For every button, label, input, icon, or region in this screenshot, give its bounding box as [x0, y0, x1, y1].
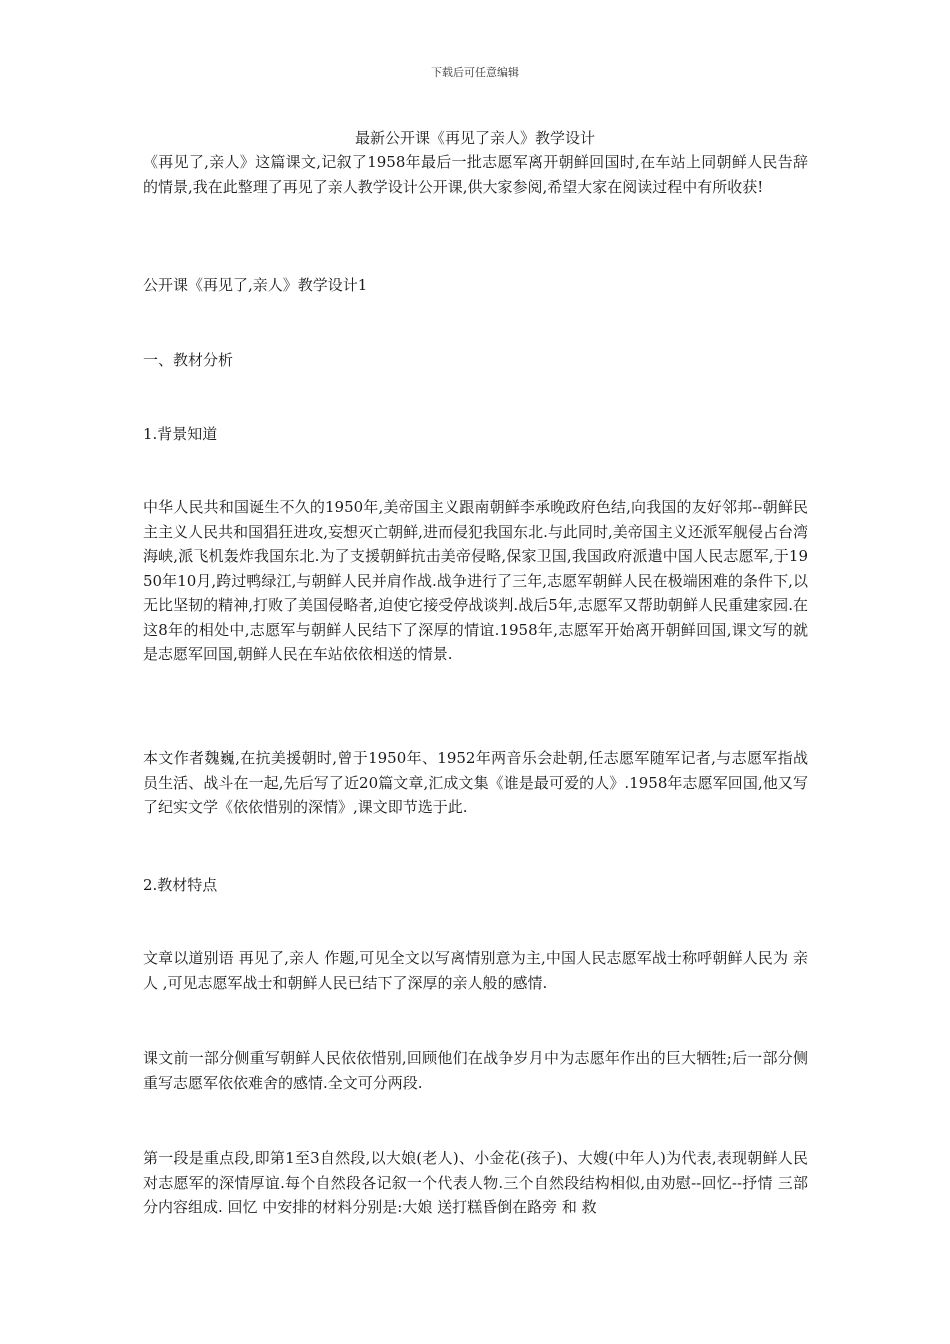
- paragraph-background: 中华人民共和国诞生不久的1950年,美帝国主义跟南朝鲜李承晚政府色结,向我国的友好邻邦--朝鲜民主主义人民共和国猖狂进攻,妄想灭亡朝鲜,进而侵犯我国东北.与此同时,美帝国主义还派军舰侵占台湾海峡,派飞机轰炸我国东北.为了支援朝鲜抗击美帝侵略,保家卫国,我国政府派遣中国人民志愿军,于1950年10月,跨过鸭绿江,与朝鲜人民并肩作战.战争进行了三年,志愿军朝鲜人民在极端困难的条件下,以无比坚韧的精神,打败了美国侵略者,迫使它接受停战谈判.战后5年,志愿军又帮助朝鲜人民重建家园.在这8年的相处中,志愿军与朝鲜人民结下了深厚的情谊.1958年,志愿军开始离开朝鲜回国,课文写的就是志愿军回国,朝鲜人民在车站依依相送的情景.: [143, 498, 808, 663]
- heading-background: 1.背景知道: [143, 425, 218, 443]
- paragraph-features: 文章以道别语 再见了,亲人 作题,可见全文以写离情别意为主,中国人民志愿军战士称呼朝鲜人民为 亲人 ,可见志愿军战士和朝鲜人民已结下了深厚的亲人般的感情.: [143, 949, 808, 992]
- paragraph-structure: 课文前一部分侧重写朝鲜人民依依惜别,回顾他们在战争岁月中为志愿年作出的巨大牺牲;后一部分侧重写志愿军依依难舍的感情.全文可分两段.: [143, 1049, 808, 1092]
- heading-features: 2.教材特点: [143, 876, 218, 894]
- heading-material-analysis: 一、教材分析: [143, 351, 234, 369]
- intro-paragraph: 《再见了,亲人》这篇课文,记叙了1958年最后一批志愿军离开朝鲜回国时,在车站上同朝鲜人民告辞的情景,我在此整理了再见了亲人教学设计公开课,供大家参阅,希望大家在阅读过程中有所收获!: [143, 153, 808, 196]
- paragraph-first-section: 第一段是重点段,即第1至3自然段,以大娘(老人)、小金花(孩子)、大嫂(中年人)为代表,表现朝鲜人民对志愿军的深情厚谊.每个自然段各记叙一个代表人物.三个自然段结构相似,由劝慰--回忆--抒情 三部分内容组成. 回忆 中安排的材料分别是:大娘 送打糕昏倒在路旁 和 救: [143, 1149, 808, 1216]
- header-note: 下载后可任意编辑: [431, 66, 519, 79]
- document-title: 最新公开课《再见了亲人》教学设计: [354, 129, 595, 147]
- section-title: 公开课《再见了,亲人》教学设计1: [143, 276, 368, 294]
- paragraph-author: 本文作者魏巍,在抗美援朝时,曾于1950年、1952年两音乐会赴朝,任志愿军随军记者,与志愿军指战员生活、战斗在一起,先后写了近20篇文章,汇成文集《谁是最可爱的人》.1958年志愿军回国,他又写了纪实文学《依依惜别的深情》,课文即节选于此.: [143, 749, 808, 816]
